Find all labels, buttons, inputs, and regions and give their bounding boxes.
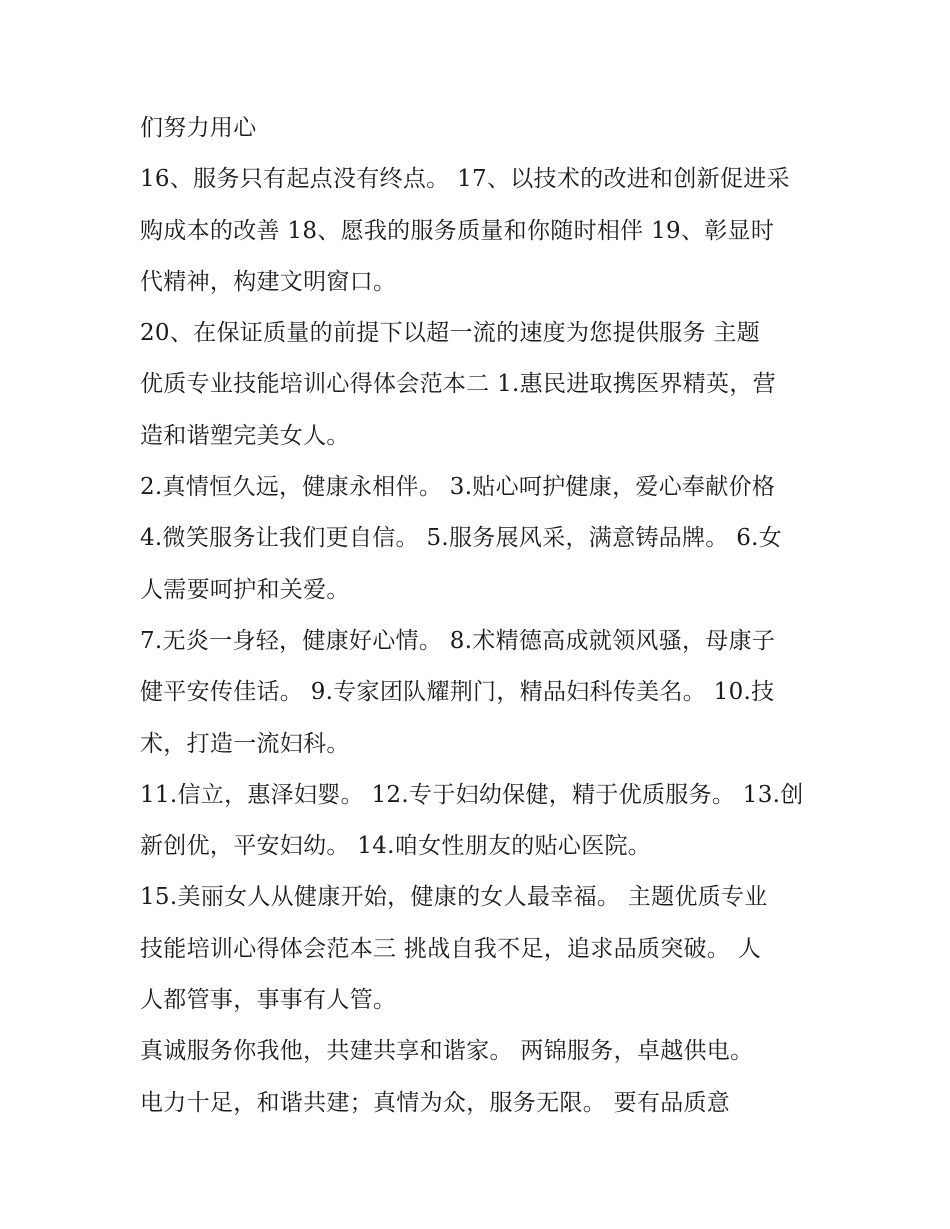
text-line: 16、服务只有起点没有终点。 17、以技术的改进和创新促进采 [140,166,790,193]
text-line: 电力十足，和谐共建；真情为众，服务无限。 要有品质意 [140,1089,731,1116]
text-line: 代精神，构建文明窗口。 [140,268,397,295]
text-line: 术，打造一流妇科。 [140,730,350,757]
text-line: 2.真情恒久远，健康永相伴。 3.贴心呵护健康，爱心奉献价格 [140,474,776,501]
text-line: 健平安传佳话。 9.专家团队耀荆门，精品妇科传美名。 10.技 [140,679,775,706]
text-line: 4.微笑服务让我们更自信。 5.服务展风采，满意铸品牌。 6.女 [140,525,783,552]
text-line: 造和谐塑完美女人。 [140,422,350,449]
text-line: 15.美丽女人从健康开始，健康的女人最幸福。 主题优质专业 [140,884,768,911]
text-line: 人都管事，事事有人管。 [140,987,397,1014]
document-body [140,108,820,1134]
text-line: 技能培训心得体会范本三 挑战自我不足，追求品质突破。 人 [140,935,762,962]
text-line: 真诚服务你我他，共建共享和谐家。 两锦服务，卓越供电。 [140,1038,754,1065]
text-line: 20、在保证质量的前提下以超一流的速度为您提供服务 主题 [140,320,760,347]
text-line: 优质专业技能培训心得体会范本二 1.惠民进取携医界精英，营 [140,371,776,398]
text-line: 11.信立，惠泽妇婴。 12.专于妇幼保健，精于优质服务。 13.创 [140,781,804,808]
text-line: 人需要呵护和关爱。 [140,576,350,603]
text-line: 7.无炎一身轻，健康好心情。 8.术精德高成就领风骚，母康子 [140,627,776,654]
text-line: 新创优，平安妇幼。 14.咱女性朋友的贴心医院。 [140,833,652,860]
text-line: 们努力用心 [140,115,257,141]
text-line: 购成本的改善 18、愿我的服务质量和你随时相伴 19、彰显时 [140,217,775,244]
